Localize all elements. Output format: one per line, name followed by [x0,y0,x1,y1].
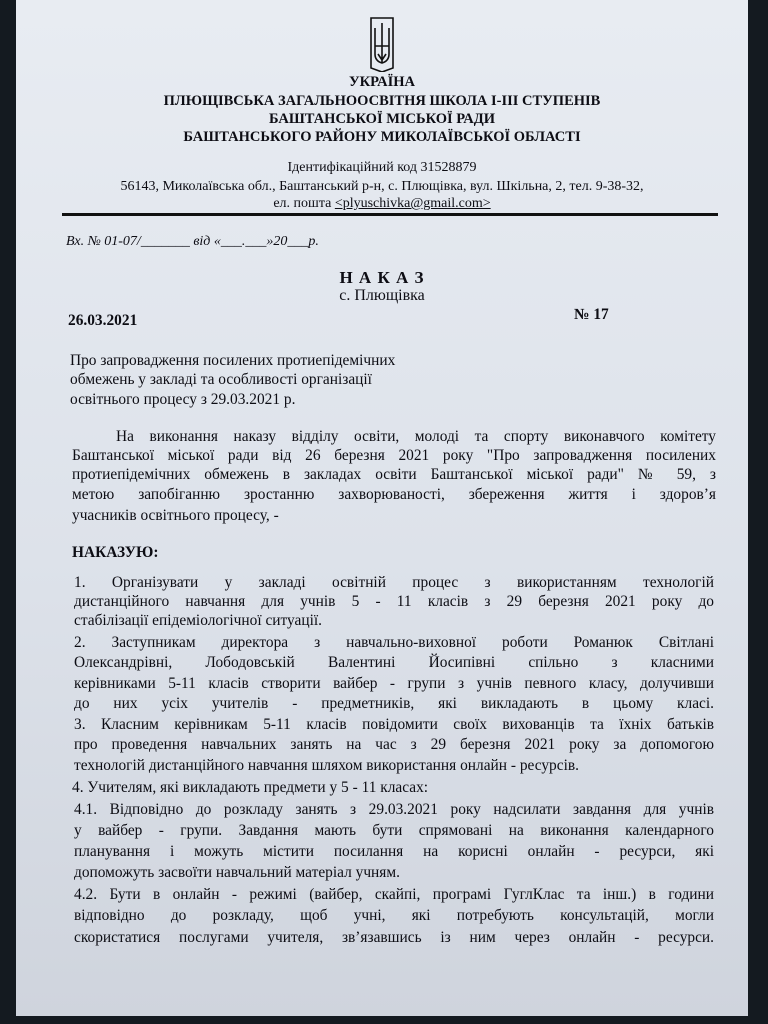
order-item-line: стабілізації епідеміологічної ситуації. [74,612,323,629]
subject-line: Про запровадження посилених протиепідемічних [70,352,396,369]
subject-line: освітнього процесу з 29.03.2021 р. [70,391,296,408]
preamble-line: учасників освітнього процесу, - [72,507,279,524]
order-item-line: керівниками 5-11 класів створити вайбер - групи з учнів певного класу, долучивши [74,675,714,692]
school-name-line2: БАШТАНСЬКОЇ МІСЬКОЇ РАДИ [268,111,496,127]
order-item-line: у вайбер - групи. Завдання мають бути спрямовані на виконання календарного [74,822,714,839]
order-item-line: 1. Організувати у закладі освітній процес з використанням технологій [74,574,714,591]
email-label: ел. пошта [273,196,335,211]
registry-line: Вх. № 01-07/_______ від «___.___»20___р. [66,234,319,249]
id-code: Ідентифікаційний код 31528879 [287,160,477,175]
email-line [16,196,748,212]
document-page [16,0,748,1016]
order-item-line: 4.2. Бути в онлайн - режимі (вайбер, скайпі, програмі ГуглКлас та інш.) в години [74,886,714,903]
preamble-line: На виконання наказу відділу освіти, молоді та спорту виконавчого комітету [116,428,716,445]
trident-icon [368,16,396,72]
country-name: УКРАЇНА [348,74,416,90]
order-item-line: 4.1. Відповідно до розкладу занять з 29.03.2021 року надсилати завдання для учнів [74,801,714,818]
school-name-line3: БАШТАНСЬКОГО РАЙОНУ МИКОЛАЇВСЬКОЇ ОБЛАСТІ [183,129,581,145]
order-heading: НАКАЗУЮ: [72,544,159,561]
order-number: № 17 [574,306,609,323]
order-item-line: Олександрівні, Лободовській Валентині Йосипівні спільно з класними [74,654,714,671]
order-document [16,0,748,1016]
preamble-line: протиепідемічних обмежень в закладах освіти Баштанської міської ради" № 59, з [72,466,716,483]
header-divider [62,213,718,216]
order-item-line: планування і можуть містити посилання на корисні онлайн - ресурси, які [74,843,714,860]
preamble-line: Баштанської міської ради від 26 березня 2021 року "Про запровадження посилених [72,447,716,464]
order-item-line: дистанційного навчання для учнів 5 - 11 класів з 29 березня 2021 року до [74,593,714,610]
place: с. Плющівка [339,287,425,304]
order-item-line: 3. Класним керівникам 5-11 класів повідомити своїх вихованців та їхніх батьків [74,716,714,733]
order-item-line: скористатися послугами учителя, зв’язавшись із ним через онлайн - ресурси. [74,929,714,946]
order-item-line: 2. Заступникам директора з навчально-виховної роботи Романюк Світлані [74,634,714,651]
preamble-line: метою запобіганню зростанню захворюваності, збереження життя і здоров’я [72,486,716,503]
email-link[interactable]: <plyuschivka@gmail.com> [334,196,491,211]
subject-line: обмежень у закладі та особливості організації [70,371,372,388]
school-name-line1: ПЛЮЩІВСЬКА ЗАГАЛЬНООСВІТНЯ ШКОЛА І-ІІІ СТУПЕНІВ [163,93,601,109]
order-date: 26.03.2021 [68,312,138,329]
document-title: Н А К А З [339,268,425,287]
order-item-line: відповідно до розкладу, щоб учні, які потребують консультацій, могли [74,907,714,924]
order-item-line: до них усіх учителів - предметників, які викладають в цьому класі. [74,695,714,712]
order-item-line: 4. Учителям, які викладають предмети у 5 - 11 класах: [72,779,429,796]
order-item-line: допоможуть засвоїти навчальний матеріал учням. [74,864,400,881]
order-item-line: технологій дистанційного навчання шляхом використання онлайн - ресурсів. [74,757,579,774]
address: 56143, Миколаївська обл., Баштанський р-н, с. Плющівка, вул. Шкільна, 2, тел. 9-38-32, [120,179,644,194]
order-item-line: про проведення навчальних занять на час з 29 березня 2021 року за допомогою [74,736,714,753]
